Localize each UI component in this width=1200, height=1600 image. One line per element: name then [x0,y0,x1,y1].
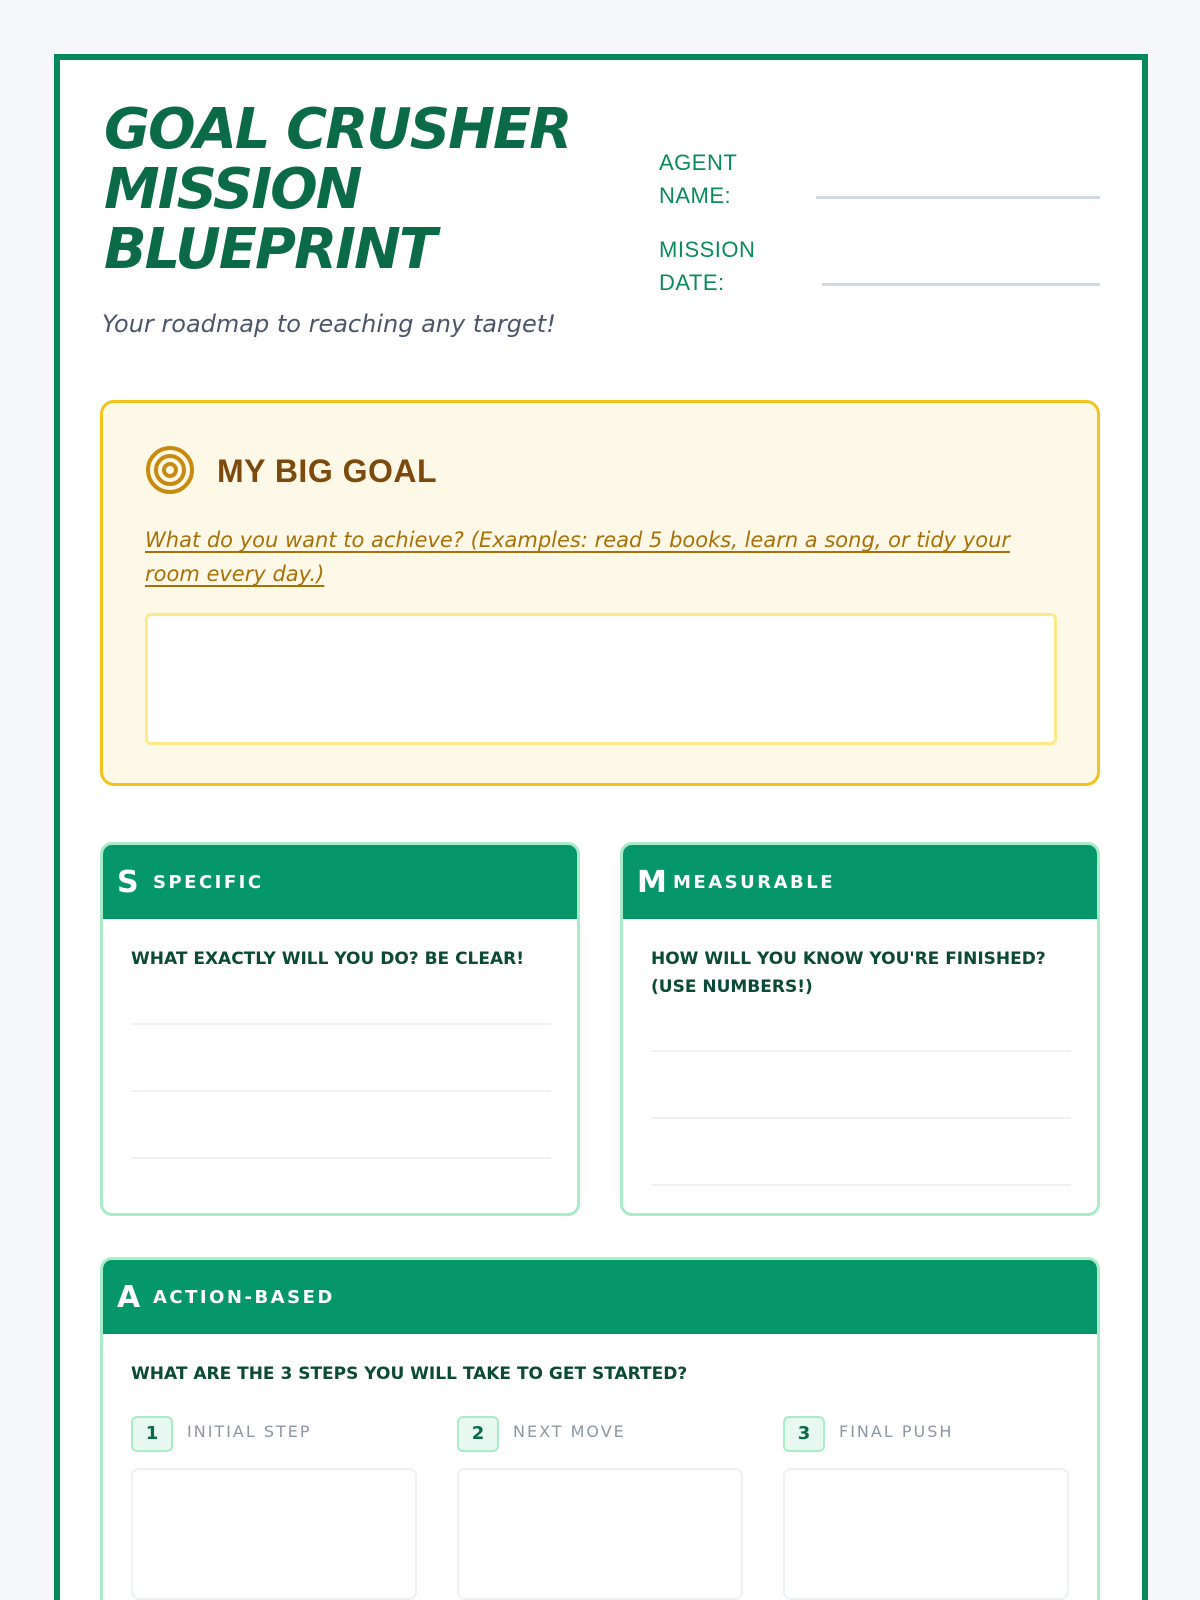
step-2-badge: 2 [457,1416,499,1452]
big-goal-card [100,400,1100,786]
mission-date-label: MISSION DATE: [659,237,756,295]
mission-date-field[interactable] [822,283,1100,286]
measurable-question: HOW WILL YOU KNOW YOU'RE FINISHED? (USE NUMBERS!) [651,949,1046,997]
measurable-letter: M [637,864,667,900]
specific-write-line[interactable] [131,1023,551,1025]
step-1-badge: 1 [131,1416,173,1452]
specific-card [100,842,580,1216]
page-subtitle: Your roadmap to reaching any target! [102,310,556,338]
measurable-card [620,842,1100,1216]
step-3-badge: 3 [783,1416,825,1452]
measurable-header [623,845,1097,919]
page-title: GOAL CRUSHER MISSION BLUEPRINT [104,97,571,282]
specific-question: WHAT EXACTLY WILL YOU DO? BE CLEAR! [131,949,524,969]
action-header [103,1260,1097,1334]
big-goal-prompt: What do you want to achieve? (Examples: read 5 books, learn a song, or tidy your room every day.) [145,528,1011,586]
step-3-input[interactable] [783,1468,1069,1600]
step-3-label: FINAL PUSH [839,1422,954,1441]
step-2-input[interactable] [457,1468,743,1600]
specific-header [103,845,577,919]
measurable-write-line[interactable] [651,1117,1071,1119]
action-card [100,1257,1100,1600]
big-goal-input[interactable] [145,613,1057,745]
measurable-write-line[interactable] [651,1050,1071,1052]
measurable-write-line[interactable] [651,1184,1071,1186]
step-1-label: INITIAL STEP [187,1422,312,1441]
agent-name-field[interactable] [816,196,1100,199]
target-icon [145,445,195,495]
action-title: ACTION-BASED [153,1286,335,1308]
big-goal-heading: MY BIG GOAL [217,453,438,489]
specific-letter: S [117,864,139,900]
agent-name-label: AGENT NAME: [659,150,737,208]
measurable-title: MEASURABLE [673,871,835,893]
specific-title: SPECIFIC [153,871,264,893]
action-question: WHAT ARE THE 3 STEPS YOU WILL TAKE TO GET STARTED? [131,1364,688,1384]
specific-write-line[interactable] [131,1090,551,1092]
action-letter: A [117,1279,141,1315]
step-2-label: NEXT MOVE [513,1422,626,1441]
step-1-input[interactable] [131,1468,417,1600]
specific-write-line[interactable] [131,1157,551,1159]
